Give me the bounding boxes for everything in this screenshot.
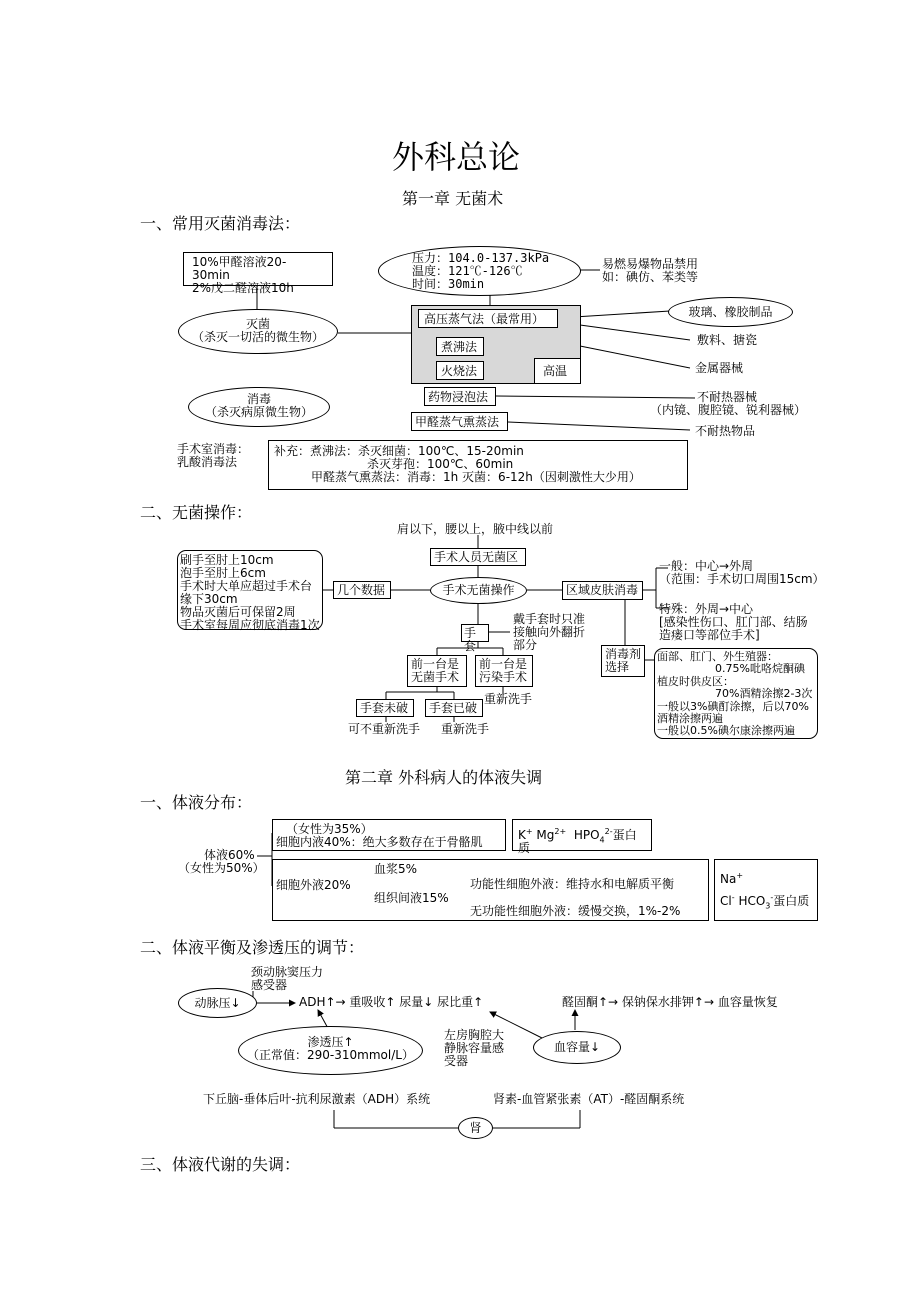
general-rule	[659, 560, 825, 586]
special-rule-line3: 造瘘口等部位手术]	[659, 628, 760, 642]
fire-box: 火烧法	[436, 361, 484, 380]
flammable-line2: 如：碘仿、苯类等	[602, 270, 699, 284]
high-temp-box: 高温	[534, 358, 581, 384]
formaldehyde-solution-box	[183, 252, 333, 295]
scrub-line4: 缘下30cm	[180, 592, 238, 606]
ion-cl-charge: -	[731, 893, 735, 902]
adh-system: 下丘脑-垂体后叶-抗利尿激素（ADH）系统	[203, 1092, 431, 1106]
boiling-box: 煮沸法	[436, 337, 484, 356]
key-numbers-box	[177, 550, 323, 630]
key-numbers-label: 几个数据	[333, 581, 391, 599]
flammable-line1: 易燃易爆物品禁用	[602, 257, 699, 271]
glove-intact-box: 手套未破	[356, 699, 414, 717]
dressing-label: 敷料、搪瓷	[697, 333, 758, 347]
disinfectant-choice-line1: 消毒剂	[605, 647, 642, 661]
no-rewash-label: 可不重新洗手	[348, 722, 421, 736]
glutaraldehyde-line: 2%戊二醛溶液10h	[192, 281, 294, 295]
arterial-pressure-oval: 动脉压↓	[178, 988, 257, 1018]
carotid-receptor	[251, 966, 323, 992]
atrium-line3: 受器	[444, 1054, 469, 1068]
glove-note-line1: 戴手套时只准	[513, 612, 586, 626]
sterile-zone-box: 手术人员无菌区	[430, 548, 526, 566]
sterilization-desc: （杀灭一切活的微生物）	[191, 330, 324, 344]
osmotic-line2: （正常值：290-310mmol/L）	[247, 1048, 414, 1062]
raas-system: 肾素-血管紧张素（AT）-醛固酮系统	[493, 1092, 685, 1106]
sterilization-oval	[178, 309, 338, 354]
section-aseptic-operation: 二、无菌操作：	[140, 503, 253, 522]
osmotic-pressure-oval	[238, 1026, 423, 1075]
supplement-box	[268, 440, 688, 490]
atrium-receptor	[444, 1029, 504, 1068]
supplement-line3: 甲醛蒸气熏蒸法：消毒：1h 灭菌：6-12h（因刺激性大少用）	[311, 470, 641, 484]
agent-line4: 70%酒精涂擦2-3次	[715, 687, 813, 701]
skin-disinfection-box: 区域皮肤消毒	[562, 581, 643, 600]
agent-line1: 面部、肛门、外生殖器：	[657, 650, 778, 663]
aldosterone-chain: 醛固酮↑→ 保钠保水排钾↑→ 血容量恢复	[562, 995, 778, 1009]
page-title: 外科总论	[392, 138, 521, 176]
kidney-oval: 肾	[458, 1117, 493, 1139]
glove-note-line3: 部分	[513, 638, 538, 652]
body-fluid-line2: （女性为50%）	[178, 861, 265, 875]
sterile-zone-note: 肩以下，腰以上，腋中线以前	[397, 522, 554, 536]
disinfectant-choice-box	[601, 645, 645, 677]
ion-protein-ecf: 蛋白质	[773, 894, 810, 908]
disinfection-oval	[188, 387, 330, 427]
scrub-line2: 泡手至肘上6cm	[180, 566, 266, 580]
carotid-line2: 感受器	[251, 978, 288, 992]
aseptic-operation-oval: 手术无菌操作	[430, 577, 527, 604]
soaking-box: 药物浸泡法	[424, 387, 496, 406]
flammable-note	[602, 258, 698, 284]
glass-rubber-oval: 玻璃、橡胶制品	[668, 297, 793, 327]
plasma-label: 血浆5%	[374, 862, 418, 876]
agent-line6: 酒精涂擦两遍	[657, 712, 723, 726]
agent-line7: 一般以0.5%碘尔康涂擦两遍	[657, 724, 795, 738]
special-rule-line2: [感染性伤口、肛门部、结肠	[659, 615, 808, 629]
scrub-line6: 手术室每周应彻底消毒1次	[180, 618, 320, 632]
icf-line1: （女性为35%）	[286, 822, 373, 836]
pressure-line: 压力：104.0-137.3kPa	[412, 251, 550, 265]
atrium-line2: 静脉容量感	[444, 1041, 505, 1055]
metal-label: 金属器械	[695, 361, 744, 375]
adh-chain: ADH↑→ 重吸收↑ 尿量↓ 尿比重↑	[299, 995, 484, 1009]
ion-hco-sub: 3	[765, 901, 771, 911]
ecf-label: 细胞外液20%	[276, 878, 351, 892]
formaldehyde-line: 10%甲醛溶液20-30min	[192, 255, 287, 282]
previous-contaminated-line1: 前一台是	[479, 657, 528, 671]
icf-ions-box	[512, 819, 652, 855]
section-sterilization-methods: 一、常用灭菌消毒法：	[140, 214, 301, 233]
time-line: 时间：30min	[412, 277, 485, 291]
fumigation-box: 甲醛蒸气熏蒸法	[411, 412, 508, 431]
disinfection-label: 消毒	[246, 392, 271, 406]
autoclave-params-oval	[378, 246, 581, 296]
rewash-label2: 重新洗手	[441, 722, 490, 736]
ion-na: Na	[720, 872, 737, 886]
ion-mg-charge: 2+	[554, 827, 567, 836]
carotid-line1: 颈动脉窦压力	[251, 965, 324, 979]
previous-contaminated-line2: 污染手术	[479, 670, 528, 684]
chapter1-title: 第一章 无菌术	[402, 189, 504, 208]
disinfectant-choice-line2: 选择	[605, 660, 630, 674]
previous-sterile-box	[407, 655, 467, 687]
glove-note-line2: 接触向外翻折	[513, 625, 586, 639]
ion-hpo-sub: 4	[599, 835, 605, 845]
glove-note	[513, 613, 585, 652]
heat-labile-items: 不耐热物品	[695, 424, 756, 438]
body-fluid-label	[178, 849, 265, 875]
or-disinfection-line1: 手术室消毒：	[177, 442, 250, 456]
agent-line3: 植皮时供皮区：	[657, 674, 734, 688]
interstitial-label: 组织间液15%	[374, 891, 449, 905]
ion-cl: Cl	[720, 894, 732, 908]
disinfection-desc: （杀灭病原微生物）	[204, 405, 313, 419]
heat-labile-line1: 不耐热器械	[697, 390, 758, 404]
sterilization-label: 灭菌	[245, 317, 270, 331]
heat-labile-line2: （内镜、腹腔镜、锐利器械）	[650, 403, 807, 417]
ion-hco: HCO	[738, 894, 766, 908]
osmotic-line1: 渗透压↑	[307, 1035, 354, 1049]
special-rule	[659, 603, 808, 642]
general-rule-line1: 一般：中心→外周	[659, 559, 754, 573]
glove-broken-box: 手套已破	[425, 699, 483, 717]
section-fluid-disorders: 三、体液代谢的失调：	[140, 1155, 301, 1174]
heat-labile-instruments	[650, 391, 806, 417]
ion-k: K	[518, 828, 526, 842]
rewash-label1: 重新洗手	[484, 692, 533, 706]
general-rule-line2: （范围：手术切口周围15cm）	[659, 572, 825, 586]
special-rule-line1: 特殊：外周→中心	[659, 602, 754, 616]
blood-volume-oval: 血容量↓	[533, 1031, 621, 1064]
scrub-line1: 刷手至肘上10cm	[180, 553, 274, 567]
icf-box	[272, 819, 506, 851]
ecf-ions-box	[714, 859, 818, 921]
chapter2-title: 第二章 外科病人的体液失调	[345, 768, 543, 787]
or-disinfection-line2: 乳酸消毒法	[177, 455, 238, 469]
agent-line5: 一般以3%碘酊涂擦，后以70%	[657, 699, 809, 713]
agent-line2: 0.75%吡咯烷酮碘	[715, 662, 805, 676]
atrium-line1: 左房胸腔大	[444, 1028, 505, 1042]
functional-ecf: 功能性细胞外液：维持水和电解质平衡	[470, 877, 675, 891]
disinfectant-list-box	[654, 648, 818, 739]
previous-sterile-line1: 前一台是	[411, 657, 460, 671]
ion-hpo-charge: 2-	[604, 827, 613, 836]
ion-protein-icf: 蛋白质	[518, 828, 637, 855]
scrub-line3: 手术时大单应超过手术台	[180, 579, 313, 593]
section-fluid-distribution: 一、体液分布：	[140, 793, 253, 812]
nonfunctional-ecf: 无功能性细胞外液：缓慢交换，1%-2%	[470, 904, 681, 918]
body-fluid-line1: 体液60%	[204, 848, 255, 862]
or-disinfection	[177, 443, 249, 469]
ion-hco-charge: -	[770, 893, 774, 902]
previous-contaminated-box	[475, 655, 533, 687]
icf-line2: 细胞内液40%：绝大多数存在于骨骼肌	[276, 835, 483, 849]
temperature-line: 温度：121℃-126℃	[412, 264, 523, 278]
ion-na-charge: +	[736, 871, 744, 880]
ion-hpo: HPO	[573, 828, 600, 842]
gloves-box: 手套	[461, 624, 489, 642]
ion-mg: Mg	[536, 828, 555, 842]
autoclave-box: 高压蒸气法（最常用）	[418, 309, 558, 328]
scrub-line5: 物品灭菌后可保留2周	[180, 605, 296, 619]
previous-sterile-line2: 无菌手术	[411, 670, 460, 684]
ion-k-charge: +	[525, 827, 533, 836]
supplement-line2: 杀灭芽孢：100℃、60min	[367, 457, 514, 471]
supplement-line1: 补充：煮沸法：杀灭细菌：100℃、15-20min	[274, 444, 524, 458]
section-osmotic-regulation: 二、体液平衡及渗透压的调节：	[140, 938, 365, 957]
